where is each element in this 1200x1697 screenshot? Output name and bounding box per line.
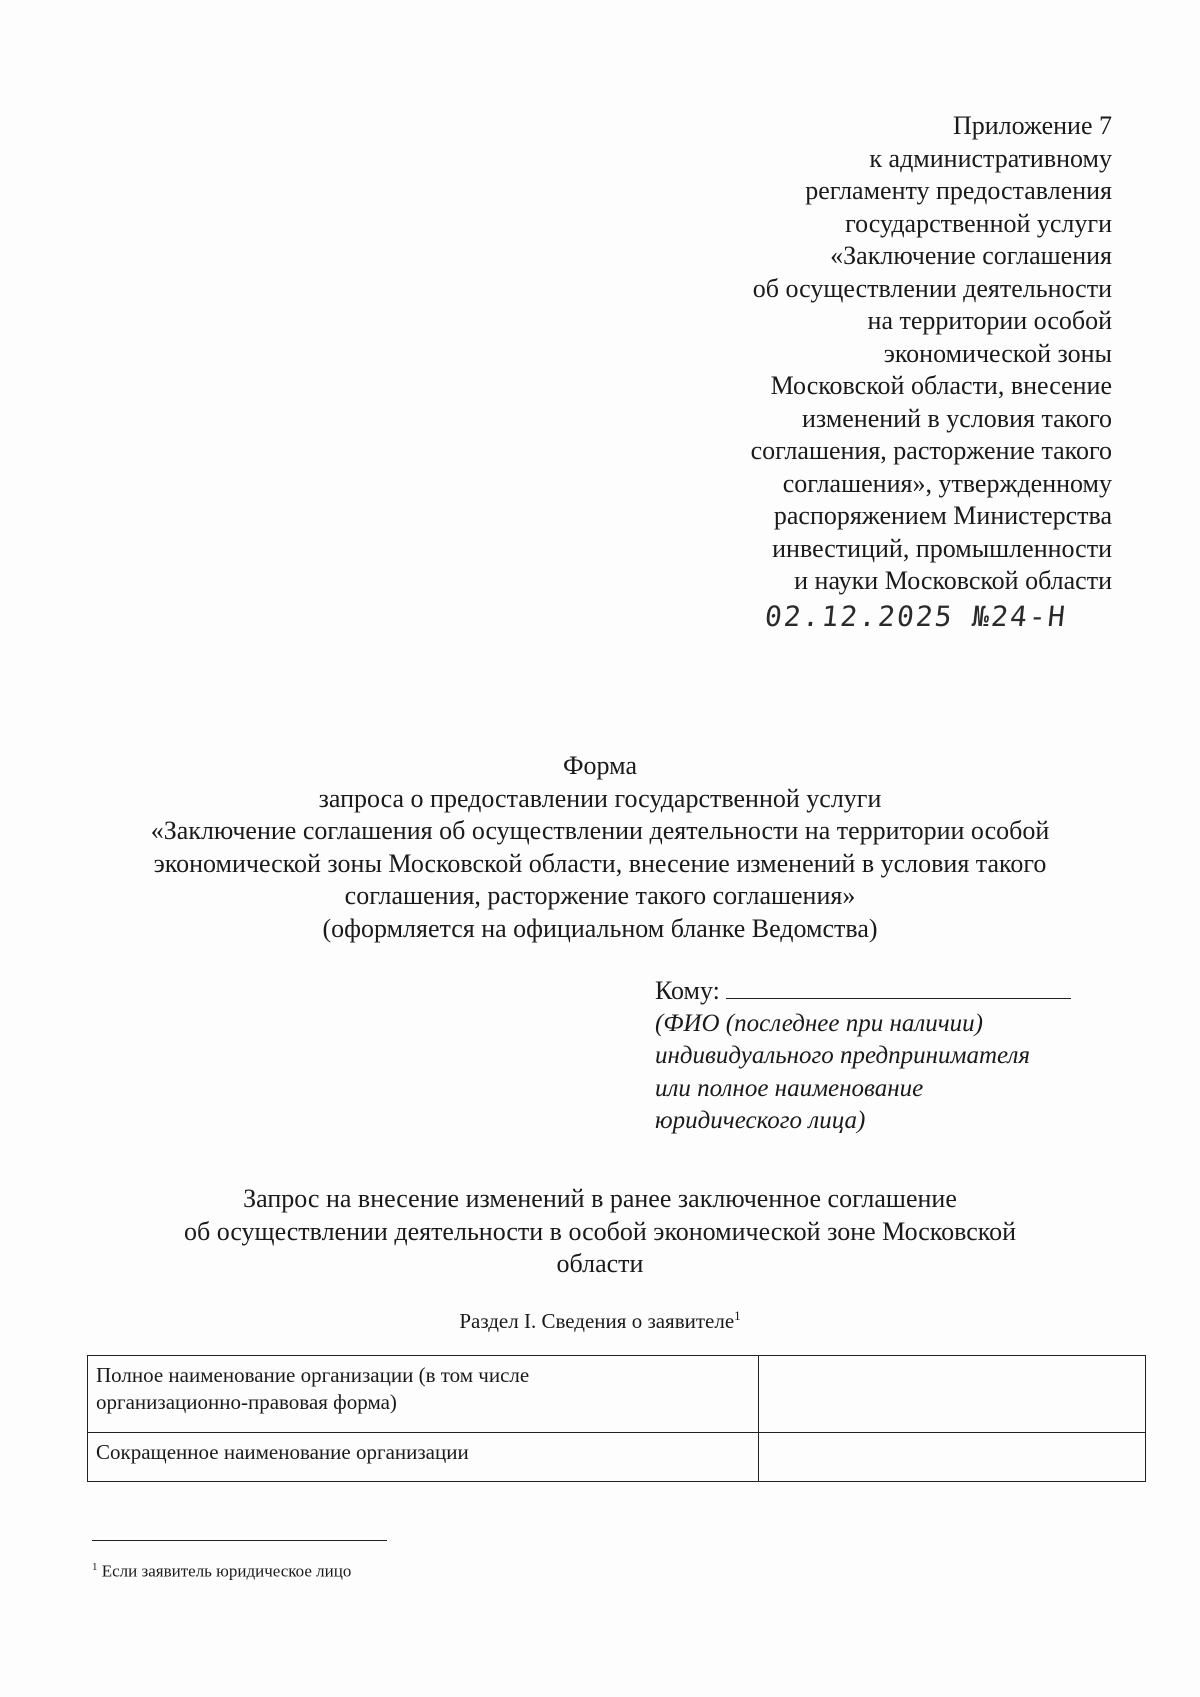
addressee-note-line: юридического лица): [655, 1107, 866, 1134]
request-title-line: об осуществлении деятельности в особой экономической зоне Московской: [183, 1216, 1017, 1246]
table-label-cell: [88, 1433, 759, 1482]
appendix-line: «Заключение соглашения: [830, 241, 1112, 270]
footnote-divider: [92, 1540, 387, 1541]
form-title-line: Форма: [563, 751, 637, 780]
form-title-line: (оформляется на официальном бланке Ведомства): [322, 913, 878, 943]
appendix-line: распоряжением Министерства: [773, 501, 1112, 530]
appendix-line: соглашения», утвержденному: [782, 468, 1112, 498]
appendix-line: инвестиций, промышленности: [772, 533, 1112, 563]
table-row: [88, 1433, 1146, 1482]
footnote-marker: 1: [92, 1561, 98, 1573]
addressee-block: [655, 975, 1095, 1138]
appendix-line: изменений в условия такого: [802, 403, 1112, 433]
addressee-note-line: индивидуального предпринимателя: [655, 1042, 1031, 1069]
appendix-line: соглашения, расторжение такого: [750, 436, 1112, 465]
footnote-text: Если заявитель юридическое лицо: [101, 1561, 352, 1581]
appendix-line: государственной услуги: [845, 208, 1112, 238]
form-title-line: соглашения, расторжение такого соглашения»: [344, 881, 856, 910]
table-row: [88, 1356, 1146, 1433]
appendix-line: на территории особой: [867, 306, 1112, 335]
addressee-note-line: (ФИО (последнее при наличии): [655, 1009, 984, 1037]
appendix-line: экономической зоны: [883, 338, 1112, 368]
request-title-line: Запрос на внесение изменений в ранее заключенное соглашение: [243, 1184, 957, 1213]
addressee-note: [655, 1008, 1095, 1138]
appendix-line: к административному: [869, 143, 1112, 173]
form-title-line: запроса о предоставлении государственной услуги: [318, 783, 882, 813]
appendix-line: регламенту предоставления: [805, 176, 1112, 205]
addressee-label: Кому:: [655, 976, 720, 1005]
appendix-line: об осуществлении деятельности: [752, 273, 1112, 303]
table-label-cell: [88, 1356, 759, 1433]
footnote: [92, 1556, 351, 1583]
handwritten-date-number: 02.12.2025 №24-Н: [763, 600, 1069, 633]
addressee-blank-line[interactable]: [726, 976, 1071, 999]
table-label-line: Сокращенное наименование организации: [96, 1440, 469, 1464]
section-heading: [80, 1302, 1120, 1335]
table-label-line: организационно-правовая форма): [96, 1390, 397, 1414]
table-value-cell[interactable]: [759, 1356, 1146, 1433]
form-title-line: экономической зоны Московской области, внесение изменений в условия такого: [153, 848, 1047, 878]
appendix-header: [552, 110, 1112, 598]
request-title: [80, 1183, 1120, 1281]
section-footnote-marker: 1: [734, 1308, 741, 1323]
table-value-cell[interactable]: [759, 1433, 1146, 1482]
appendix-line: Московской области, внесение: [770, 371, 1112, 400]
request-title-line: области: [556, 1249, 644, 1278]
appendix-line: и науки Московской области: [794, 566, 1112, 595]
addressee-note-line: или полное наименование: [655, 1074, 924, 1102]
addressee-row: [655, 975, 1095, 1008]
appendix-line: Приложение 7: [952, 111, 1112, 140]
form-title: [80, 750, 1120, 945]
form-title-line: «Заключение соглашения об осуществлении деятельности на территории особой: [150, 816, 1050, 845]
table-label-line: Полное наименование организации (в том числе: [96, 1363, 530, 1387]
section-heading-text: Раздел I. Сведения о заявителе: [459, 1309, 735, 1333]
applicant-info-table: [87, 1355, 1146, 1482]
